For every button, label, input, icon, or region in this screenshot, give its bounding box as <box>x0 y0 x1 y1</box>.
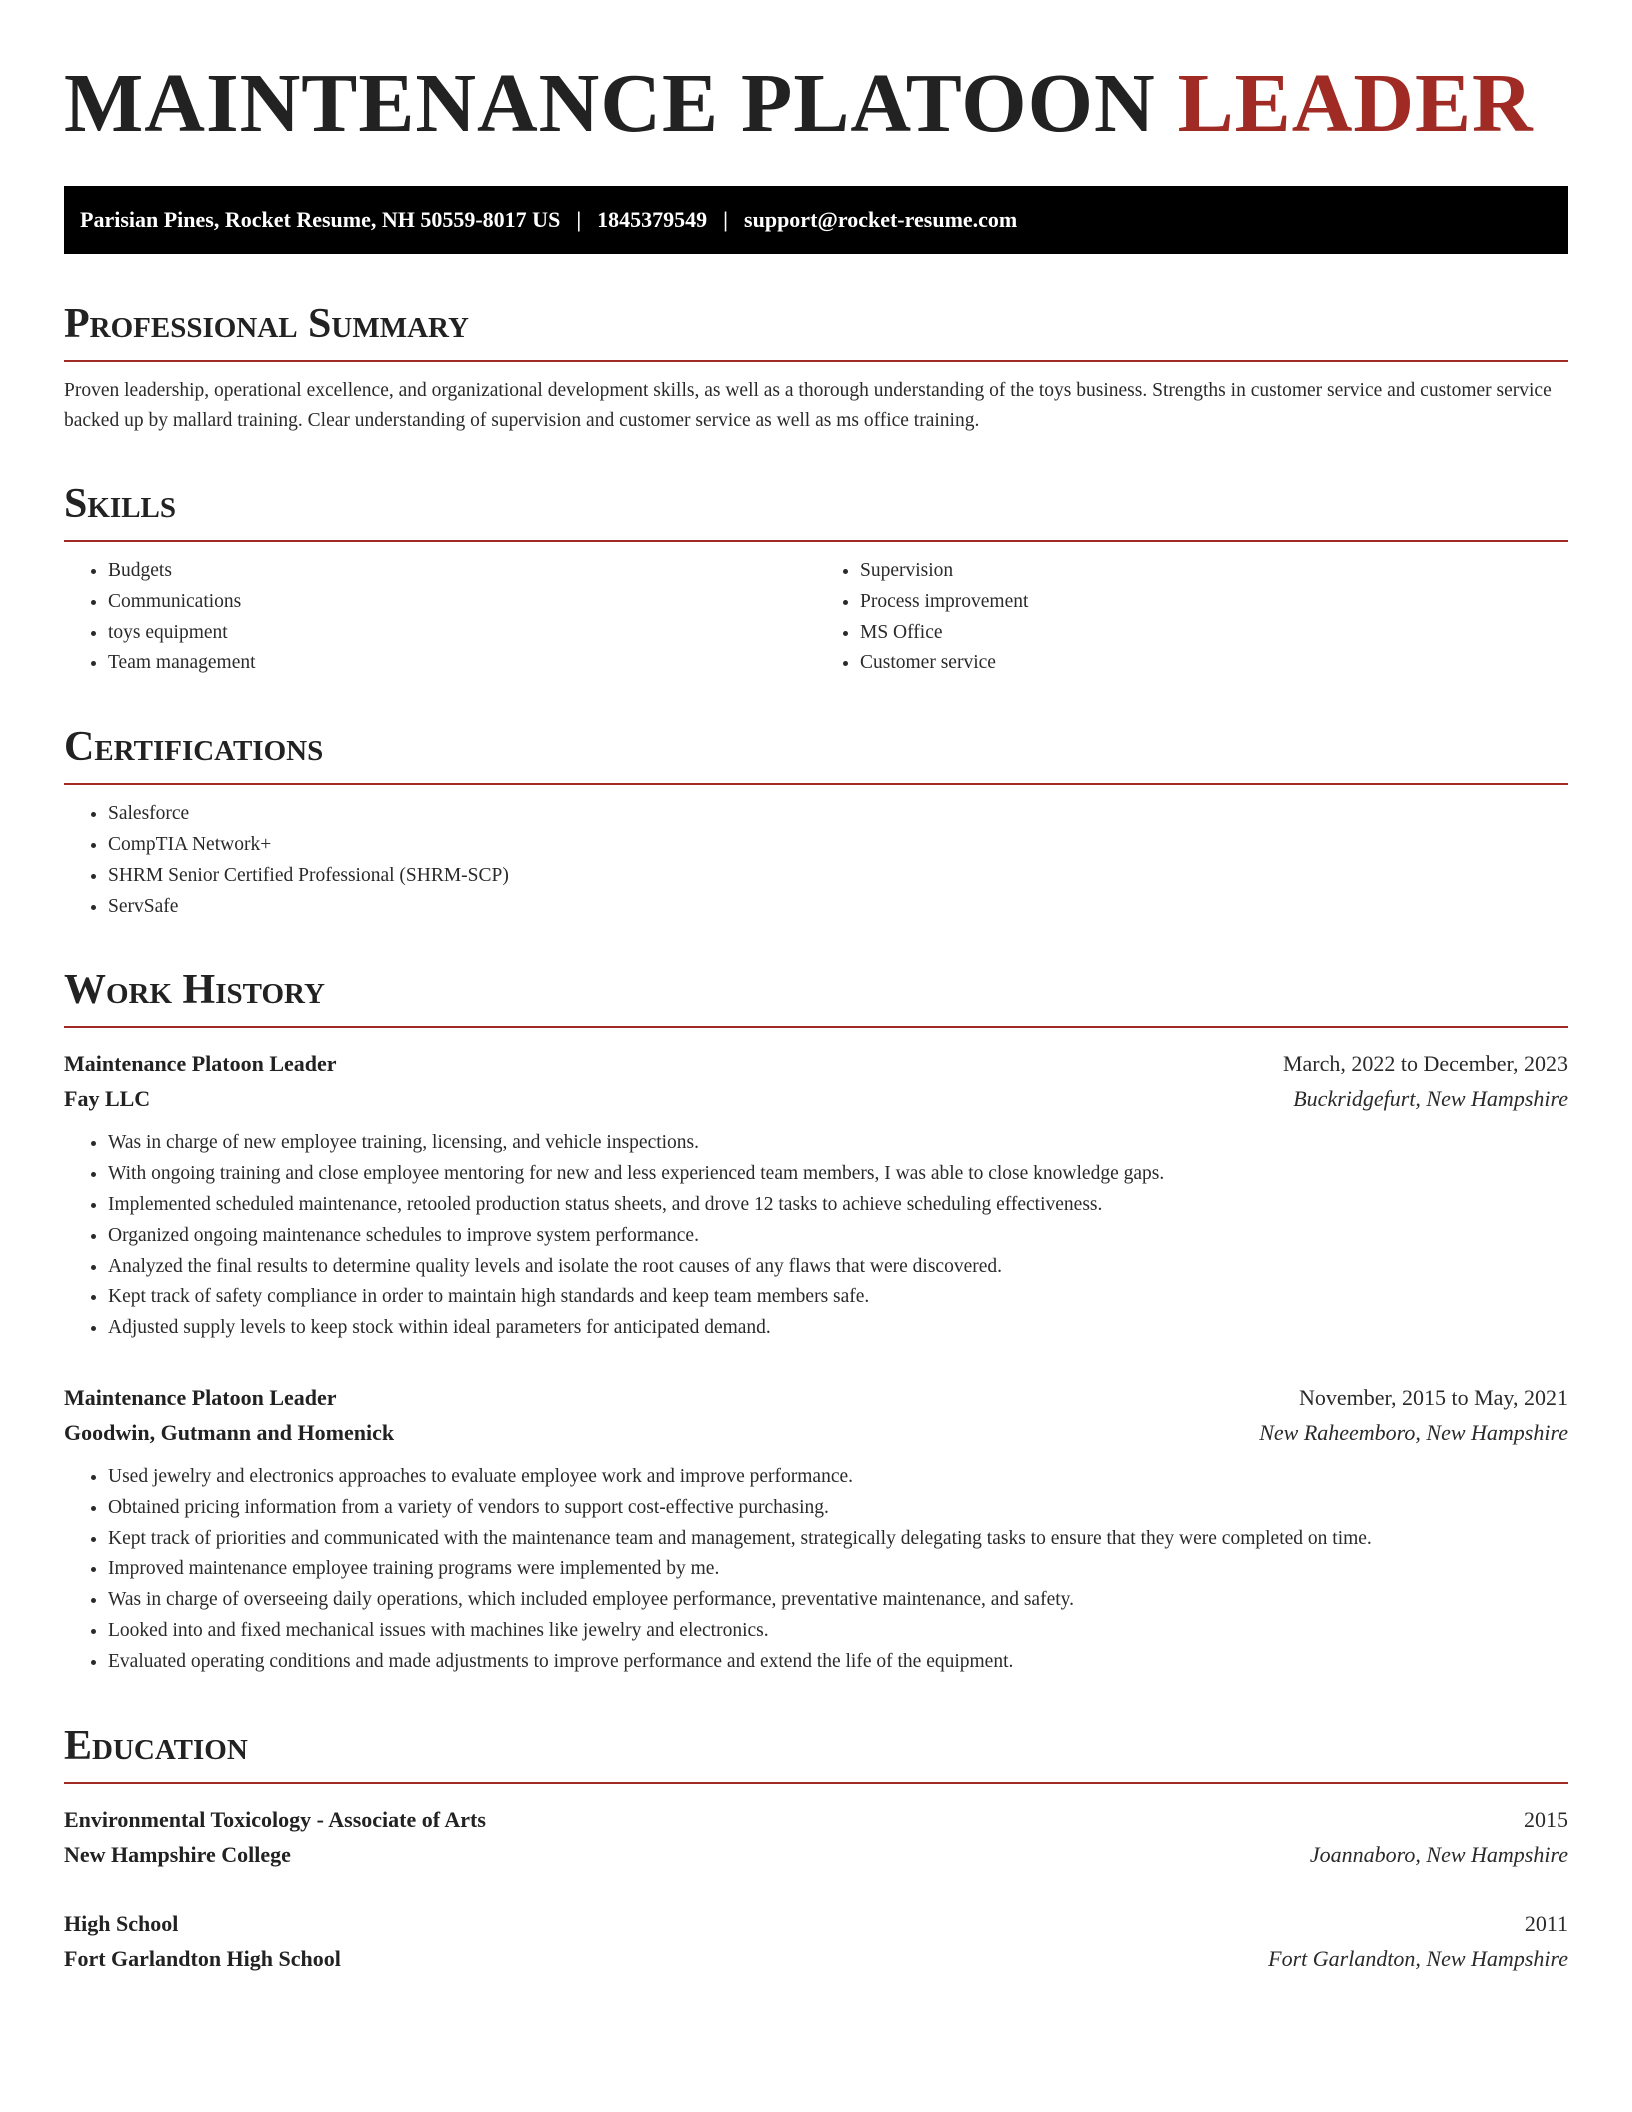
education-entry <box>64 1906 1568 1976</box>
education-degree-row <box>64 1802 1568 1837</box>
job-location: New Raheemboro, New Hampshire <box>1259 1419 1568 1445</box>
contact-phone: 1845379549 <box>597 207 708 232</box>
resume-name <box>64 58 1568 150</box>
skills-list-right <box>816 556 1568 679</box>
contact-address: Parisian Pines, Rocket Resume, NH 50559-8017 US <box>80 207 561 232</box>
certification-item: • ServSafe <box>108 892 1568 923</box>
education-year: 2015 <box>1524 1806 1568 1832</box>
skill-item: • Communications <box>108 587 816 618</box>
job-bullet: • Organized ongoing maintenance schedules to improve system performance. <box>108 1221 1568 1252</box>
certification-item: • CompTIA Network+ <box>108 830 1568 861</box>
job-company-row <box>64 1415 1568 1450</box>
contact-email: support@rocket-resume.com <box>744 207 1018 232</box>
job-bullet: • Improved maintenance employee training programs were implemented by me. <box>108 1554 1568 1585</box>
education-entry <box>64 1802 1568 1872</box>
education-school-row <box>64 1941 1568 1976</box>
job-bullet: • Implemented scheduled maintenance, retooled production status sheets, and drove 12 tasks to achieve scheduling effectiveness. <box>108 1190 1568 1221</box>
skill-item: • Team management <box>108 648 816 679</box>
contact-separator: | <box>723 207 729 232</box>
education-year: 2011 <box>1524 1910 1568 1936</box>
certifications-list <box>64 799 1568 922</box>
skill-item: • MS Office <box>860 618 1568 649</box>
education-location: Joannaboro, New Hampshire <box>1309 1841 1568 1867</box>
section-title-skills: Skills <box>64 480 1568 542</box>
job-position: Maintenance Platoon Leader <box>64 1051 337 1077</box>
contact-separator: | <box>576 207 582 232</box>
job-location: Buckridgefurt, New Hampshire <box>1293 1086 1568 1112</box>
skill-item: • Process improvement <box>860 587 1568 618</box>
work-history-section <box>64 966 1568 1677</box>
job-bullets <box>64 1462 1568 1678</box>
job-entry <box>64 1046 1568 1344</box>
education-school-row <box>64 1837 1568 1872</box>
skill-item: • Customer service <box>860 648 1568 679</box>
summary-section <box>64 300 1568 436</box>
job-bullet: • Was in charge of overseeing daily operations, which included employee performance, preventative maintenance, and safety. <box>108 1585 1568 1616</box>
section-title-education: Education <box>64 1722 1568 1784</box>
skill-item: • Budgets <box>108 556 816 587</box>
education-school: New Hampshire College <box>64 1841 291 1867</box>
job-bullet: • Looked into and fixed mechanical issues with machines like jewelry and electronics. <box>108 1616 1568 1647</box>
skills-section <box>64 480 1568 679</box>
job-bullet: • With ongoing training and close employee mentoring for new and less experienced team members, I was able to close knowledge gaps. <box>108 1159 1568 1190</box>
education-degree: Environmental Toxicology - Associate of Arts <box>64 1806 486 1832</box>
section-title-certifications: Certifications <box>64 723 1568 785</box>
name-main: MAINTENANCE PLATOON <box>64 57 1156 150</box>
job-bullet: • Obtained pricing information from a variety of vendors to support cost-effective purchasing. <box>108 1493 1568 1524</box>
name-accent: LEADER <box>1177 57 1534 150</box>
job-bullet: • Analyzed the final results to determine quality levels and isolate the root causes of any flaws that were discovered. <box>108 1252 1568 1283</box>
job-position: Maintenance Platoon Leader <box>64 1384 337 1410</box>
education-degree-row <box>64 1906 1568 1941</box>
skill-item: • toys equipment <box>108 618 816 649</box>
job-bullet: • Evaluated operating conditions and made adjustments to improve performance and extend the life of the equipment. <box>108 1647 1568 1678</box>
education-location: Fort Garlandton, New Hampshire <box>1268 1945 1568 1971</box>
education-section <box>64 1722 1568 1976</box>
job-company: Goodwin, Gutmann and Homenick <box>64 1419 395 1445</box>
section-title-summary: Professional Summary <box>64 300 1568 362</box>
job-bullets <box>64 1128 1568 1344</box>
job-dates: March, 2022 to December, 2023 <box>1282 1051 1568 1077</box>
certification-item: • SHRM Senior Certified Professional (SHRM-SCP) <box>108 861 1568 892</box>
job-header-row <box>64 1380 1568 1415</box>
job-company: Fay LLC <box>64 1086 151 1112</box>
job-bullet: • Kept track of safety compliance in order to maintain high standards and keep team members safe. <box>108 1282 1568 1313</box>
section-title-work-history: Work History <box>64 966 1568 1028</box>
certifications-section <box>64 723 1568 922</box>
job-bullet: • Kept track of priorities and communicated with the maintenance team and management, strategically delegating tasks to ensure that they were completed on time. <box>108 1524 1568 1555</box>
job-entry <box>64 1380 1568 1678</box>
job-bullet: • Adjusted supply levels to keep stock within ideal parameters for anticipated demand. <box>108 1313 1568 1344</box>
summary-text: Proven leadership, operational excellence, and organizational development skills, as well as a thorough understanding of the toys business. Strengths in customer service and customer service backed up by mallard training. Clear understanding of supervision and customer service as well as ms office training. <box>64 380 1552 431</box>
skill-item: • Supervision <box>860 556 1568 587</box>
job-dates: November, 2015 to May, 2021 <box>1299 1384 1568 1410</box>
certification-item: • Salesforce <box>108 799 1568 830</box>
job-company-row <box>64 1081 1568 1116</box>
job-header-row <box>64 1046 1568 1081</box>
job-bullet: • Used jewelry and electronics approaches to evaluate employee work and improve performance. <box>108 1462 1568 1493</box>
contact-bar <box>64 186 1568 254</box>
skills-list-left <box>64 556 816 679</box>
job-bullet: • Was in charge of new employee training, licensing, and vehicle inspections. <box>108 1128 1568 1159</box>
education-degree: High School <box>64 1910 179 1936</box>
skills-grid <box>64 556 1568 679</box>
education-school: Fort Garlandton High School <box>64 1945 341 1971</box>
